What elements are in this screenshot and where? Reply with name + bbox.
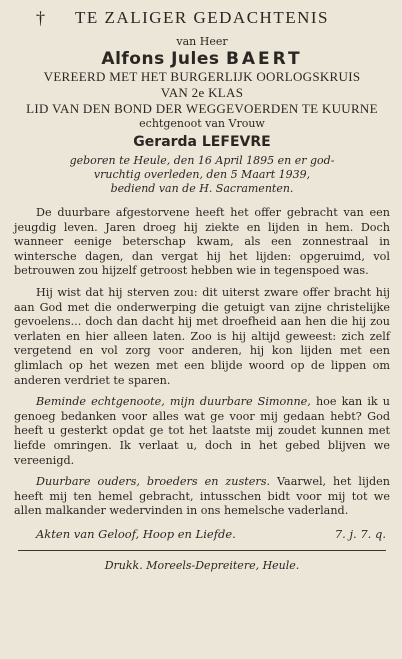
latin-cross-icon: † bbox=[36, 8, 47, 28]
van-heer: van Heer bbox=[176, 35, 228, 48]
honor-line-3: LID VAN DEN BOND DER WEGGEVOERDEN TE KUURNE bbox=[26, 101, 378, 116]
paragraph-4-address: Duurbare ouders, broeders en zusters. bbox=[36, 475, 271, 489]
title-text: TE ZALIGER GEDACHTENIS bbox=[75, 8, 329, 27]
spouse-given: Gerarda bbox=[133, 134, 198, 150]
paragraph-4 bbox=[14, 475, 390, 519]
memorial-text bbox=[14, 206, 390, 519]
honor-line-2: VAN 2e KLAS bbox=[160, 85, 244, 100]
dates-line-3: bediend van de H. Sacramenten. bbox=[110, 182, 294, 195]
dates-block bbox=[14, 154, 390, 196]
paragraph-1: De duurbare afgestorvene heeft het offer gebracht van een jeugdig leven. Jaren droeg hij ziekte en lijden in hem. Doch wanneer eenige beterschap kwam, als een zonnestraal in wintersche dagen, dan vergat hij het lijden: opgeruimd, vol betrouwen zou hijzelf getroost hebben wie in tegenspoed was. bbox=[14, 206, 390, 278]
honor-line-1: VEREERD MET HET BURGERLIJK OORLOGSKRUIS bbox=[43, 69, 361, 84]
paragraph-4-text: Vaarwel, het lijden heeft mij ten hemel gebracht, intusschen bidt voor mij tot we allen malkander wedervinden in ons hemelsche vaderland. bbox=[14, 475, 390, 518]
indulgence-text: 7. j. 7. q. bbox=[334, 526, 386, 541]
spouse-name bbox=[14, 133, 390, 151]
spouse-surname: LEFEVRE bbox=[201, 134, 271, 150]
paragraph-2: Hij wist dat hij sterven zou: dit uiterst zware offer bracht hij aan God met die onderwerping die getuigt van zijne christelijke gevoelens... doch dan dacht hij met droefheid aan hen die hij zou verlaten en hier alleen laten. Zoo is hij altijd geweest: zich zelf vergetend en vol zorg voor anderen, hij kon lijden met een glimlach op het wezen met een blijde woord op de lippen om anderen verdriet te sparen. bbox=[14, 285, 390, 387]
paragraph-3-text: hoe kan ik u genoeg bedanken voor alles wat ge voor mij gedaan hebt? God heeft u gesterkt opdat ge tot het laatste mij zoudet kunnen met liefde omringen. Ik verlaat u, doch in het gebed blijven we vereenigd. bbox=[14, 395, 390, 467]
card-title bbox=[14, 8, 390, 30]
dates-line-2: vruchtig overleden, den 5 Maart 1939, bbox=[93, 168, 311, 181]
surname: BAERT bbox=[225, 49, 303, 69]
acts-line bbox=[14, 527, 390, 542]
paragraph-3 bbox=[14, 395, 390, 468]
spouse-intro: echtgenoot van Vrouw bbox=[139, 117, 265, 130]
printer-line: Drukk. Moreels-Depreitere, Heule. bbox=[104, 558, 300, 572]
divider bbox=[18, 550, 386, 551]
dates-line-1: geboren te Heule, den 16 April 1895 en er god- bbox=[69, 154, 335, 167]
given-names: Alfons Jules bbox=[101, 49, 220, 69]
paragraph-3-address: Beminde echtgenoote, mijn duurbare Simonne, bbox=[36, 395, 311, 409]
acts-text: Akten van Geloof, Hoop en Liefde. bbox=[36, 526, 236, 541]
deceased-name bbox=[14, 49, 390, 69]
